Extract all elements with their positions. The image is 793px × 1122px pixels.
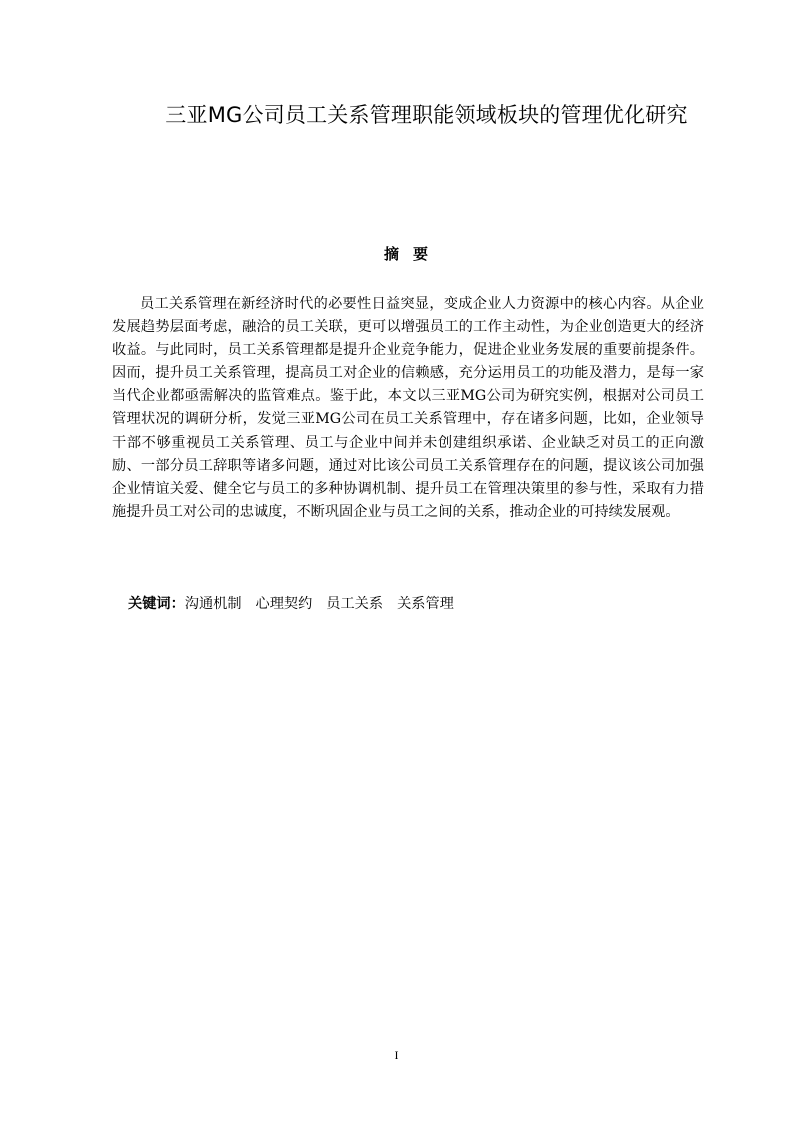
keywords-label: 关键词：	[128, 596, 185, 612]
abstract-body: 员工关系管理在新经济时代的必要性日益突显，变成企业人力资源中的核心内容。从企业发展趋势层面考虑，融洽的员工关联，更可以增强员工的工作主动性，为企业创造更大的经济收益。与此同时，员工关系管理都是提升企业竞争能力，促进企业业务发展的重要前提条件。因而，提升员工关系管理，提高员工对企业的信赖感，充分运用员工的功能及潜力，是每一家当代企业都亟需解决的监管难点。鉴于此，本文以三亚MG公司为研究实例，根据对公司员工管理状况的调研分析，发觉三亚MG公司在员工关系管理中，存在诸多问题，比如，企业领导干部不够重视员工关系管理、员工与企业中间并未创建组织承诺、企业缺乏对员工的正向激励、一部分员工辞职等诸多问题，通过对比该公司员工关系管理存在的问题，提议该公司加强企业情谊关爱、健全它与员工的多种协调机制、提升员工在管理决策里的参与性，采取有力措施提升员工对公司的忠诚度，不断巩固企业与员工之间的关系，推动企业的可持续发展观。	[112, 296, 704, 520]
abstract-heading: 摘要	[383, 245, 442, 263]
keywords-line	[128, 593, 708, 615]
keyword-item: 员工关系	[326, 596, 384, 612]
keyword-item: 关系管理	[397, 596, 454, 612]
page-number: I	[394, 1048, 399, 1062]
keyword-item: 心理契约	[255, 596, 313, 612]
paper-title: 三亚MG公司员工关系管理职能领域板块的管理优化研究	[165, 103, 688, 127]
keyword-item: 沟通机制	[184, 596, 242, 612]
